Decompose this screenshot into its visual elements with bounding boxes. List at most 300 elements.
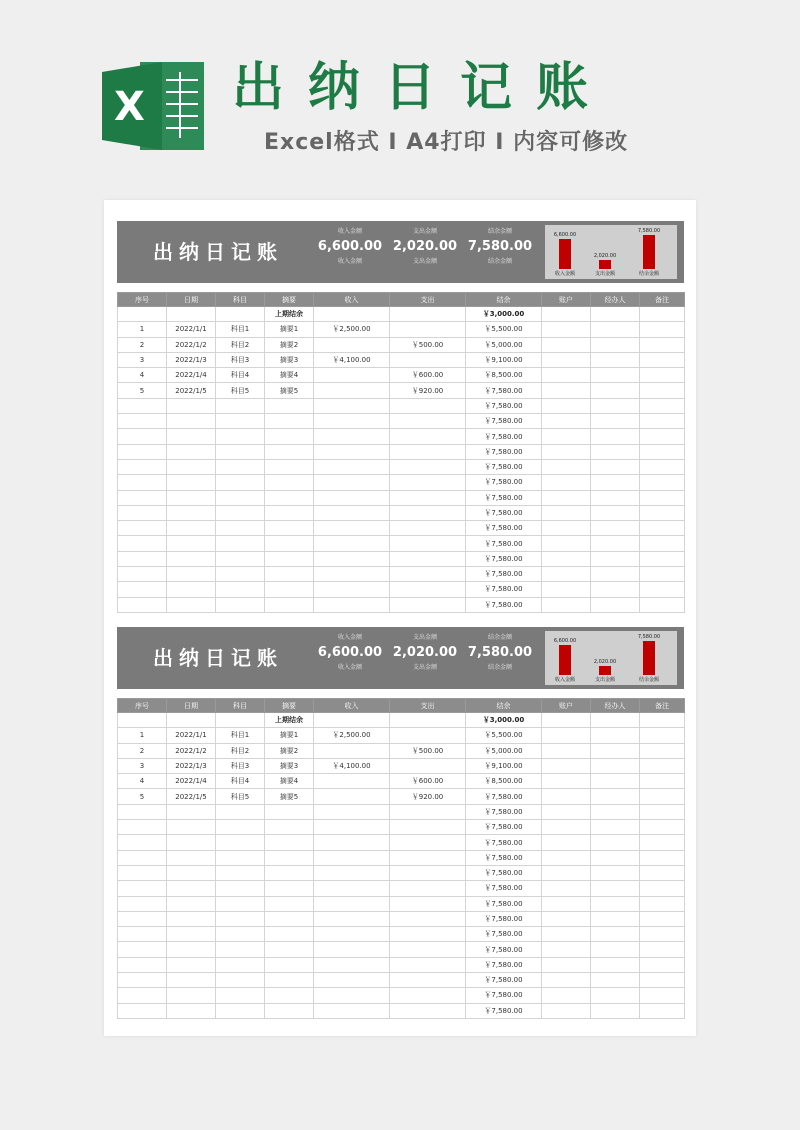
table-cell[interactable] bbox=[216, 414, 265, 429]
table-cell[interactable] bbox=[167, 957, 216, 972]
table-cell[interactable]: ￥7,580.00 bbox=[466, 988, 542, 1003]
table-cell[interactable]: ￥5,000.00 bbox=[466, 337, 542, 352]
table-cell[interactable] bbox=[314, 820, 390, 835]
table-cell[interactable] bbox=[390, 1003, 466, 1018]
table-cell[interactable] bbox=[542, 322, 591, 337]
table-cell[interactable] bbox=[640, 444, 685, 459]
table-cell[interactable] bbox=[591, 414, 640, 429]
table-cell[interactable]: ￥7,580.00 bbox=[466, 490, 542, 505]
table-cell[interactable]: ￥7,580.00 bbox=[466, 567, 542, 582]
table-cell[interactable] bbox=[542, 459, 591, 474]
table-cell[interactable] bbox=[118, 942, 167, 957]
table-cell[interactable] bbox=[390, 398, 466, 413]
table-cell[interactable]: 1 bbox=[118, 322, 167, 337]
table-cell[interactable] bbox=[591, 835, 640, 850]
table-cell[interactable] bbox=[167, 551, 216, 566]
table-cell[interactable]: 2022/1/4 bbox=[167, 774, 216, 789]
table-cell[interactable] bbox=[265, 475, 314, 490]
table-cell[interactable] bbox=[640, 820, 685, 835]
table-cell[interactable] bbox=[216, 835, 265, 850]
table-cell[interactable] bbox=[216, 459, 265, 474]
table-cell[interactable] bbox=[542, 337, 591, 352]
table-cell[interactable] bbox=[314, 988, 390, 1003]
table-cell[interactable] bbox=[216, 398, 265, 413]
table-cell[interactable] bbox=[216, 927, 265, 942]
table-cell[interactable] bbox=[314, 896, 390, 911]
table-cell[interactable]: 摘要4 bbox=[265, 368, 314, 383]
table-cell[interactable] bbox=[591, 743, 640, 758]
table-cell[interactable] bbox=[314, 973, 390, 988]
table-cell[interactable] bbox=[216, 307, 265, 322]
table-cell[interactable] bbox=[390, 758, 466, 773]
table-cell[interactable] bbox=[167, 881, 216, 896]
table-cell[interactable]: ￥500.00 bbox=[390, 743, 466, 758]
table-cell[interactable]: ￥600.00 bbox=[390, 368, 466, 383]
table-cell[interactable] bbox=[118, 881, 167, 896]
table-cell[interactable] bbox=[390, 957, 466, 972]
table-cell[interactable] bbox=[265, 597, 314, 612]
table-cell[interactable] bbox=[591, 758, 640, 773]
table-cell[interactable] bbox=[118, 957, 167, 972]
table-cell[interactable] bbox=[216, 896, 265, 911]
table-cell[interactable]: 2 bbox=[118, 743, 167, 758]
table-cell[interactable] bbox=[542, 896, 591, 911]
table-cell[interactable] bbox=[390, 490, 466, 505]
table-cell[interactable] bbox=[167, 988, 216, 1003]
table-cell[interactable] bbox=[591, 713, 640, 728]
table-cell[interactable]: ￥7,580.00 bbox=[466, 429, 542, 444]
table-cell[interactable] bbox=[542, 957, 591, 972]
table-cell[interactable] bbox=[314, 881, 390, 896]
table-cell[interactable] bbox=[640, 383, 685, 398]
table-cell[interactable] bbox=[314, 942, 390, 957]
table-cell[interactable]: 2 bbox=[118, 337, 167, 352]
table-cell[interactable] bbox=[118, 820, 167, 835]
table-cell[interactable] bbox=[167, 475, 216, 490]
table-cell[interactable] bbox=[216, 957, 265, 972]
table-cell[interactable] bbox=[314, 429, 390, 444]
table-cell[interactable] bbox=[265, 942, 314, 957]
table-cell[interactable]: ￥9,100.00 bbox=[466, 352, 542, 367]
table-cell[interactable] bbox=[390, 307, 466, 322]
table-cell[interactable] bbox=[640, 789, 685, 804]
table-cell[interactable] bbox=[640, 475, 685, 490]
table-cell[interactable] bbox=[265, 398, 314, 413]
table-cell[interactable] bbox=[542, 804, 591, 819]
table-cell[interactable]: 科目3 bbox=[216, 758, 265, 773]
table-cell[interactable] bbox=[542, 490, 591, 505]
table-cell[interactable] bbox=[265, 551, 314, 566]
table-cell[interactable] bbox=[591, 459, 640, 474]
table-cell[interactable] bbox=[216, 713, 265, 728]
table-cell[interactable]: ￥920.00 bbox=[390, 383, 466, 398]
table-cell[interactable] bbox=[591, 337, 640, 352]
table-cell[interactable] bbox=[542, 743, 591, 758]
table-cell[interactable] bbox=[167, 911, 216, 926]
table-cell[interactable] bbox=[640, 398, 685, 413]
table-cell[interactable] bbox=[216, 567, 265, 582]
table-cell[interactable] bbox=[167, 490, 216, 505]
table-cell[interactable] bbox=[640, 567, 685, 582]
table-cell[interactable]: ￥2,500.00 bbox=[314, 728, 390, 743]
table-cell[interactable]: ￥4,100.00 bbox=[314, 758, 390, 773]
table-cell[interactable] bbox=[390, 459, 466, 474]
table-cell[interactable] bbox=[118, 414, 167, 429]
table-cell[interactable] bbox=[542, 789, 591, 804]
table-cell[interactable] bbox=[390, 911, 466, 926]
table-cell[interactable] bbox=[265, 881, 314, 896]
table-cell[interactable]: 科目3 bbox=[216, 352, 265, 367]
table-cell[interactable]: 科目1 bbox=[216, 322, 265, 337]
table-cell[interactable] bbox=[640, 490, 685, 505]
table-cell[interactable] bbox=[390, 414, 466, 429]
table-cell[interactable] bbox=[216, 820, 265, 835]
table-cell[interactable] bbox=[591, 1003, 640, 1018]
table-cell[interactable]: 上期结余 bbox=[265, 307, 314, 322]
table-cell[interactable] bbox=[265, 804, 314, 819]
table-cell[interactable] bbox=[640, 582, 685, 597]
table-cell[interactable]: 2022/1/4 bbox=[167, 368, 216, 383]
table-cell[interactable] bbox=[167, 804, 216, 819]
table-cell[interactable] bbox=[542, 414, 591, 429]
table-cell[interactable] bbox=[640, 368, 685, 383]
table-cell[interactable] bbox=[640, 758, 685, 773]
table-cell[interactable] bbox=[591, 567, 640, 582]
table-cell[interactable] bbox=[216, 597, 265, 612]
table-cell[interactable] bbox=[640, 352, 685, 367]
table-cell[interactable] bbox=[640, 957, 685, 972]
table-cell[interactable] bbox=[591, 582, 640, 597]
table-cell[interactable] bbox=[542, 597, 591, 612]
table-cell[interactable] bbox=[314, 789, 390, 804]
table-cell[interactable] bbox=[542, 850, 591, 865]
table-cell[interactable] bbox=[640, 743, 685, 758]
table-cell[interactable] bbox=[591, 307, 640, 322]
table-cell[interactable]: 1 bbox=[118, 728, 167, 743]
table-cell[interactable] bbox=[390, 896, 466, 911]
table-cell[interactable] bbox=[314, 551, 390, 566]
table-cell[interactable]: ￥7,580.00 bbox=[466, 505, 542, 520]
table-cell[interactable] bbox=[118, 475, 167, 490]
table-cell[interactable] bbox=[591, 536, 640, 551]
table-cell[interactable]: ￥7,580.00 bbox=[466, 597, 542, 612]
table-cell[interactable] bbox=[314, 414, 390, 429]
table-cell[interactable] bbox=[216, 551, 265, 566]
table-cell[interactable] bbox=[591, 597, 640, 612]
table-cell[interactable] bbox=[390, 536, 466, 551]
table-cell[interactable]: 2022/1/3 bbox=[167, 758, 216, 773]
table-cell[interactable] bbox=[118, 444, 167, 459]
table-cell[interactable] bbox=[265, 911, 314, 926]
table-cell[interactable]: ￥2,500.00 bbox=[314, 322, 390, 337]
table-cell[interactable] bbox=[265, 820, 314, 835]
table-cell[interactable] bbox=[265, 429, 314, 444]
table-cell[interactable] bbox=[542, 368, 591, 383]
table-cell[interactable] bbox=[118, 582, 167, 597]
table-cell[interactable] bbox=[640, 911, 685, 926]
table-cell[interactable]: ￥7,580.00 bbox=[466, 444, 542, 459]
table-cell[interactable] bbox=[118, 459, 167, 474]
table-cell[interactable]: 2022/1/1 bbox=[167, 322, 216, 337]
table-cell[interactable] bbox=[591, 927, 640, 942]
table-cell[interactable]: ￥7,580.00 bbox=[466, 927, 542, 942]
table-cell[interactable] bbox=[216, 850, 265, 865]
table-cell[interactable] bbox=[167, 597, 216, 612]
table-cell[interactable] bbox=[390, 505, 466, 520]
table-cell[interactable]: ￥5,500.00 bbox=[466, 322, 542, 337]
table-cell[interactable] bbox=[265, 835, 314, 850]
table-cell[interactable] bbox=[167, 835, 216, 850]
table-cell[interactable]: 3 bbox=[118, 352, 167, 367]
table-cell[interactable] bbox=[118, 521, 167, 536]
table-cell[interactable] bbox=[591, 988, 640, 1003]
table-cell[interactable] bbox=[640, 551, 685, 566]
table-cell[interactable]: ￥7,580.00 bbox=[466, 383, 542, 398]
table-cell[interactable] bbox=[167, 865, 216, 880]
table-cell[interactable] bbox=[314, 337, 390, 352]
table-cell[interactable]: ￥7,580.00 bbox=[466, 1003, 542, 1018]
table-cell[interactable] bbox=[542, 521, 591, 536]
table-cell[interactable] bbox=[390, 973, 466, 988]
table-cell[interactable] bbox=[640, 429, 685, 444]
table-cell[interactable] bbox=[640, 835, 685, 850]
table-cell[interactable] bbox=[640, 942, 685, 957]
table-cell[interactable] bbox=[314, 957, 390, 972]
table-cell[interactable] bbox=[265, 444, 314, 459]
table-cell[interactable] bbox=[640, 728, 685, 743]
table-cell[interactable] bbox=[542, 398, 591, 413]
table-cell[interactable] bbox=[167, 896, 216, 911]
table-cell[interactable]: 摘要3 bbox=[265, 352, 314, 367]
table-cell[interactable]: ￥7,580.00 bbox=[466, 911, 542, 926]
table-cell[interactable] bbox=[591, 942, 640, 957]
table-cell[interactable] bbox=[118, 597, 167, 612]
table-cell[interactable] bbox=[216, 536, 265, 551]
table-cell[interactable] bbox=[118, 429, 167, 444]
table-cell[interactable] bbox=[591, 551, 640, 566]
table-cell[interactable] bbox=[314, 927, 390, 942]
table-cell[interactable] bbox=[542, 475, 591, 490]
table-cell[interactable] bbox=[314, 850, 390, 865]
table-cell[interactable]: ￥7,580.00 bbox=[466, 973, 542, 988]
table-cell[interactable] bbox=[640, 881, 685, 896]
table-cell[interactable] bbox=[390, 804, 466, 819]
table-cell[interactable]: ￥8,500.00 bbox=[466, 368, 542, 383]
table-cell[interactable] bbox=[167, 505, 216, 520]
table-cell[interactable]: ￥7,580.00 bbox=[466, 942, 542, 957]
table-cell[interactable] bbox=[216, 429, 265, 444]
table-cell[interactable] bbox=[591, 865, 640, 880]
table-cell[interactable] bbox=[314, 307, 390, 322]
table-cell[interactable] bbox=[314, 743, 390, 758]
table-cell[interactable] bbox=[167, 1003, 216, 1018]
table-cell[interactable]: ￥7,580.00 bbox=[466, 835, 542, 850]
table-cell[interactable] bbox=[167, 429, 216, 444]
table-cell[interactable] bbox=[640, 973, 685, 988]
table-cell[interactable] bbox=[591, 322, 640, 337]
table-cell[interactable] bbox=[314, 398, 390, 413]
table-cell[interactable] bbox=[118, 865, 167, 880]
table-cell[interactable] bbox=[118, 398, 167, 413]
table-cell[interactable]: 摘要4 bbox=[265, 774, 314, 789]
table-cell[interactable] bbox=[118, 505, 167, 520]
table-cell[interactable] bbox=[314, 911, 390, 926]
table-cell[interactable]: 摘要5 bbox=[265, 789, 314, 804]
table-cell[interactable] bbox=[314, 444, 390, 459]
table-cell[interactable] bbox=[216, 1003, 265, 1018]
table-cell[interactable]: 摘要1 bbox=[265, 322, 314, 337]
table-cell[interactable] bbox=[167, 567, 216, 582]
table-cell[interactable]: 摘要3 bbox=[265, 758, 314, 773]
table-cell[interactable]: ￥7,580.00 bbox=[466, 865, 542, 880]
table-cell[interactable] bbox=[216, 988, 265, 1003]
table-cell[interactable]: ￥3,000.00 bbox=[466, 307, 542, 322]
table-cell[interactable] bbox=[591, 850, 640, 865]
table-cell[interactable] bbox=[542, 927, 591, 942]
table-cell[interactable] bbox=[265, 414, 314, 429]
table-cell[interactable] bbox=[314, 713, 390, 728]
table-cell[interactable]: ￥7,580.00 bbox=[466, 582, 542, 597]
table-cell[interactable] bbox=[216, 942, 265, 957]
table-cell[interactable] bbox=[542, 383, 591, 398]
table-cell[interactable] bbox=[314, 835, 390, 850]
table-cell[interactable] bbox=[216, 865, 265, 880]
table-cell[interactable] bbox=[118, 490, 167, 505]
table-cell[interactable] bbox=[390, 429, 466, 444]
table-cell[interactable] bbox=[265, 957, 314, 972]
table-cell[interactable] bbox=[216, 490, 265, 505]
table-cell[interactable] bbox=[118, 927, 167, 942]
table-cell[interactable] bbox=[591, 774, 640, 789]
table-cell[interactable]: ￥7,580.00 bbox=[466, 551, 542, 566]
table-cell[interactable] bbox=[314, 490, 390, 505]
table-cell[interactable]: 科目2 bbox=[216, 743, 265, 758]
table-cell[interactable] bbox=[591, 973, 640, 988]
table-cell[interactable] bbox=[542, 713, 591, 728]
table-cell[interactable] bbox=[591, 398, 640, 413]
table-cell[interactable] bbox=[167, 942, 216, 957]
table-cell[interactable]: ￥920.00 bbox=[390, 789, 466, 804]
table-cell[interactable] bbox=[542, 582, 591, 597]
table-cell[interactable] bbox=[167, 398, 216, 413]
table-cell[interactable]: ￥600.00 bbox=[390, 774, 466, 789]
table-cell[interactable] bbox=[390, 352, 466, 367]
table-cell[interactable]: ￥5,000.00 bbox=[466, 743, 542, 758]
table-cell[interactable] bbox=[314, 1003, 390, 1018]
table-cell[interactable] bbox=[591, 352, 640, 367]
table-cell[interactable] bbox=[216, 804, 265, 819]
table-cell[interactable] bbox=[118, 567, 167, 582]
table-cell[interactable] bbox=[542, 505, 591, 520]
table-cell[interactable] bbox=[216, 505, 265, 520]
table-cell[interactable] bbox=[216, 582, 265, 597]
table-cell[interactable] bbox=[118, 896, 167, 911]
table-cell[interactable] bbox=[167, 521, 216, 536]
table-cell[interactable] bbox=[118, 835, 167, 850]
table-cell[interactable]: 5 bbox=[118, 789, 167, 804]
table-cell[interactable] bbox=[591, 957, 640, 972]
table-cell[interactable] bbox=[591, 521, 640, 536]
table-cell[interactable] bbox=[591, 490, 640, 505]
table-cell[interactable] bbox=[390, 582, 466, 597]
table-cell[interactable] bbox=[542, 567, 591, 582]
table-cell[interactable] bbox=[591, 896, 640, 911]
table-cell[interactable]: 科目1 bbox=[216, 728, 265, 743]
table-cell[interactable]: 5 bbox=[118, 383, 167, 398]
table-cell[interactable]: 2022/1/3 bbox=[167, 352, 216, 367]
table-cell[interactable] bbox=[265, 1003, 314, 1018]
table-cell[interactable]: 2022/1/2 bbox=[167, 743, 216, 758]
table-cell[interactable] bbox=[640, 804, 685, 819]
table-cell[interactable] bbox=[167, 850, 216, 865]
table-cell[interactable] bbox=[167, 307, 216, 322]
table-cell[interactable]: 摘要2 bbox=[265, 337, 314, 352]
table-cell[interactable]: 上期结余 bbox=[265, 713, 314, 728]
table-cell[interactable]: 科目5 bbox=[216, 789, 265, 804]
table-cell[interactable] bbox=[314, 536, 390, 551]
table-cell[interactable] bbox=[265, 582, 314, 597]
table-cell[interactable] bbox=[118, 911, 167, 926]
table-cell[interactable] bbox=[640, 322, 685, 337]
table-cell[interactable] bbox=[640, 850, 685, 865]
table-cell[interactable] bbox=[390, 597, 466, 612]
table-cell[interactable] bbox=[314, 865, 390, 880]
table-cell[interactable] bbox=[216, 973, 265, 988]
table-cell[interactable] bbox=[542, 352, 591, 367]
table-cell[interactable] bbox=[640, 337, 685, 352]
table-cell[interactable] bbox=[542, 942, 591, 957]
table-cell[interactable] bbox=[640, 521, 685, 536]
table-cell[interactable] bbox=[390, 551, 466, 566]
table-cell[interactable] bbox=[640, 505, 685, 520]
table-cell[interactable]: ￥7,580.00 bbox=[466, 896, 542, 911]
table-cell[interactable] bbox=[265, 896, 314, 911]
table-cell[interactable] bbox=[118, 536, 167, 551]
table-cell[interactable] bbox=[118, 804, 167, 819]
table-cell[interactable]: 科目4 bbox=[216, 774, 265, 789]
table-cell[interactable] bbox=[167, 444, 216, 459]
table-cell[interactable] bbox=[314, 582, 390, 597]
table-cell[interactable] bbox=[542, 988, 591, 1003]
table-cell[interactable]: ￥3,000.00 bbox=[466, 713, 542, 728]
table-cell[interactable] bbox=[314, 368, 390, 383]
table-cell[interactable] bbox=[542, 835, 591, 850]
table-cell[interactable] bbox=[265, 988, 314, 1003]
table-cell[interactable] bbox=[542, 536, 591, 551]
table-cell[interactable]: 4 bbox=[118, 368, 167, 383]
table-cell[interactable] bbox=[640, 865, 685, 880]
table-cell[interactable] bbox=[640, 536, 685, 551]
table-cell[interactable] bbox=[591, 368, 640, 383]
table-cell[interactable] bbox=[591, 789, 640, 804]
table-cell[interactable] bbox=[265, 459, 314, 474]
table-cell[interactable] bbox=[640, 774, 685, 789]
table-cell[interactable]: ￥7,580.00 bbox=[466, 957, 542, 972]
table-cell[interactable] bbox=[167, 973, 216, 988]
table-cell[interactable] bbox=[542, 444, 591, 459]
table-cell[interactable] bbox=[390, 835, 466, 850]
table-cell[interactable]: ￥7,580.00 bbox=[466, 804, 542, 819]
table-cell[interactable]: ￥5,500.00 bbox=[466, 728, 542, 743]
table-cell[interactable] bbox=[390, 728, 466, 743]
table-cell[interactable]: 2022/1/5 bbox=[167, 383, 216, 398]
table-cell[interactable] bbox=[640, 459, 685, 474]
table-cell[interactable]: 科目4 bbox=[216, 368, 265, 383]
table-cell[interactable] bbox=[390, 521, 466, 536]
table-cell[interactable] bbox=[265, 536, 314, 551]
table-cell[interactable] bbox=[216, 881, 265, 896]
table-cell[interactable] bbox=[390, 988, 466, 1003]
